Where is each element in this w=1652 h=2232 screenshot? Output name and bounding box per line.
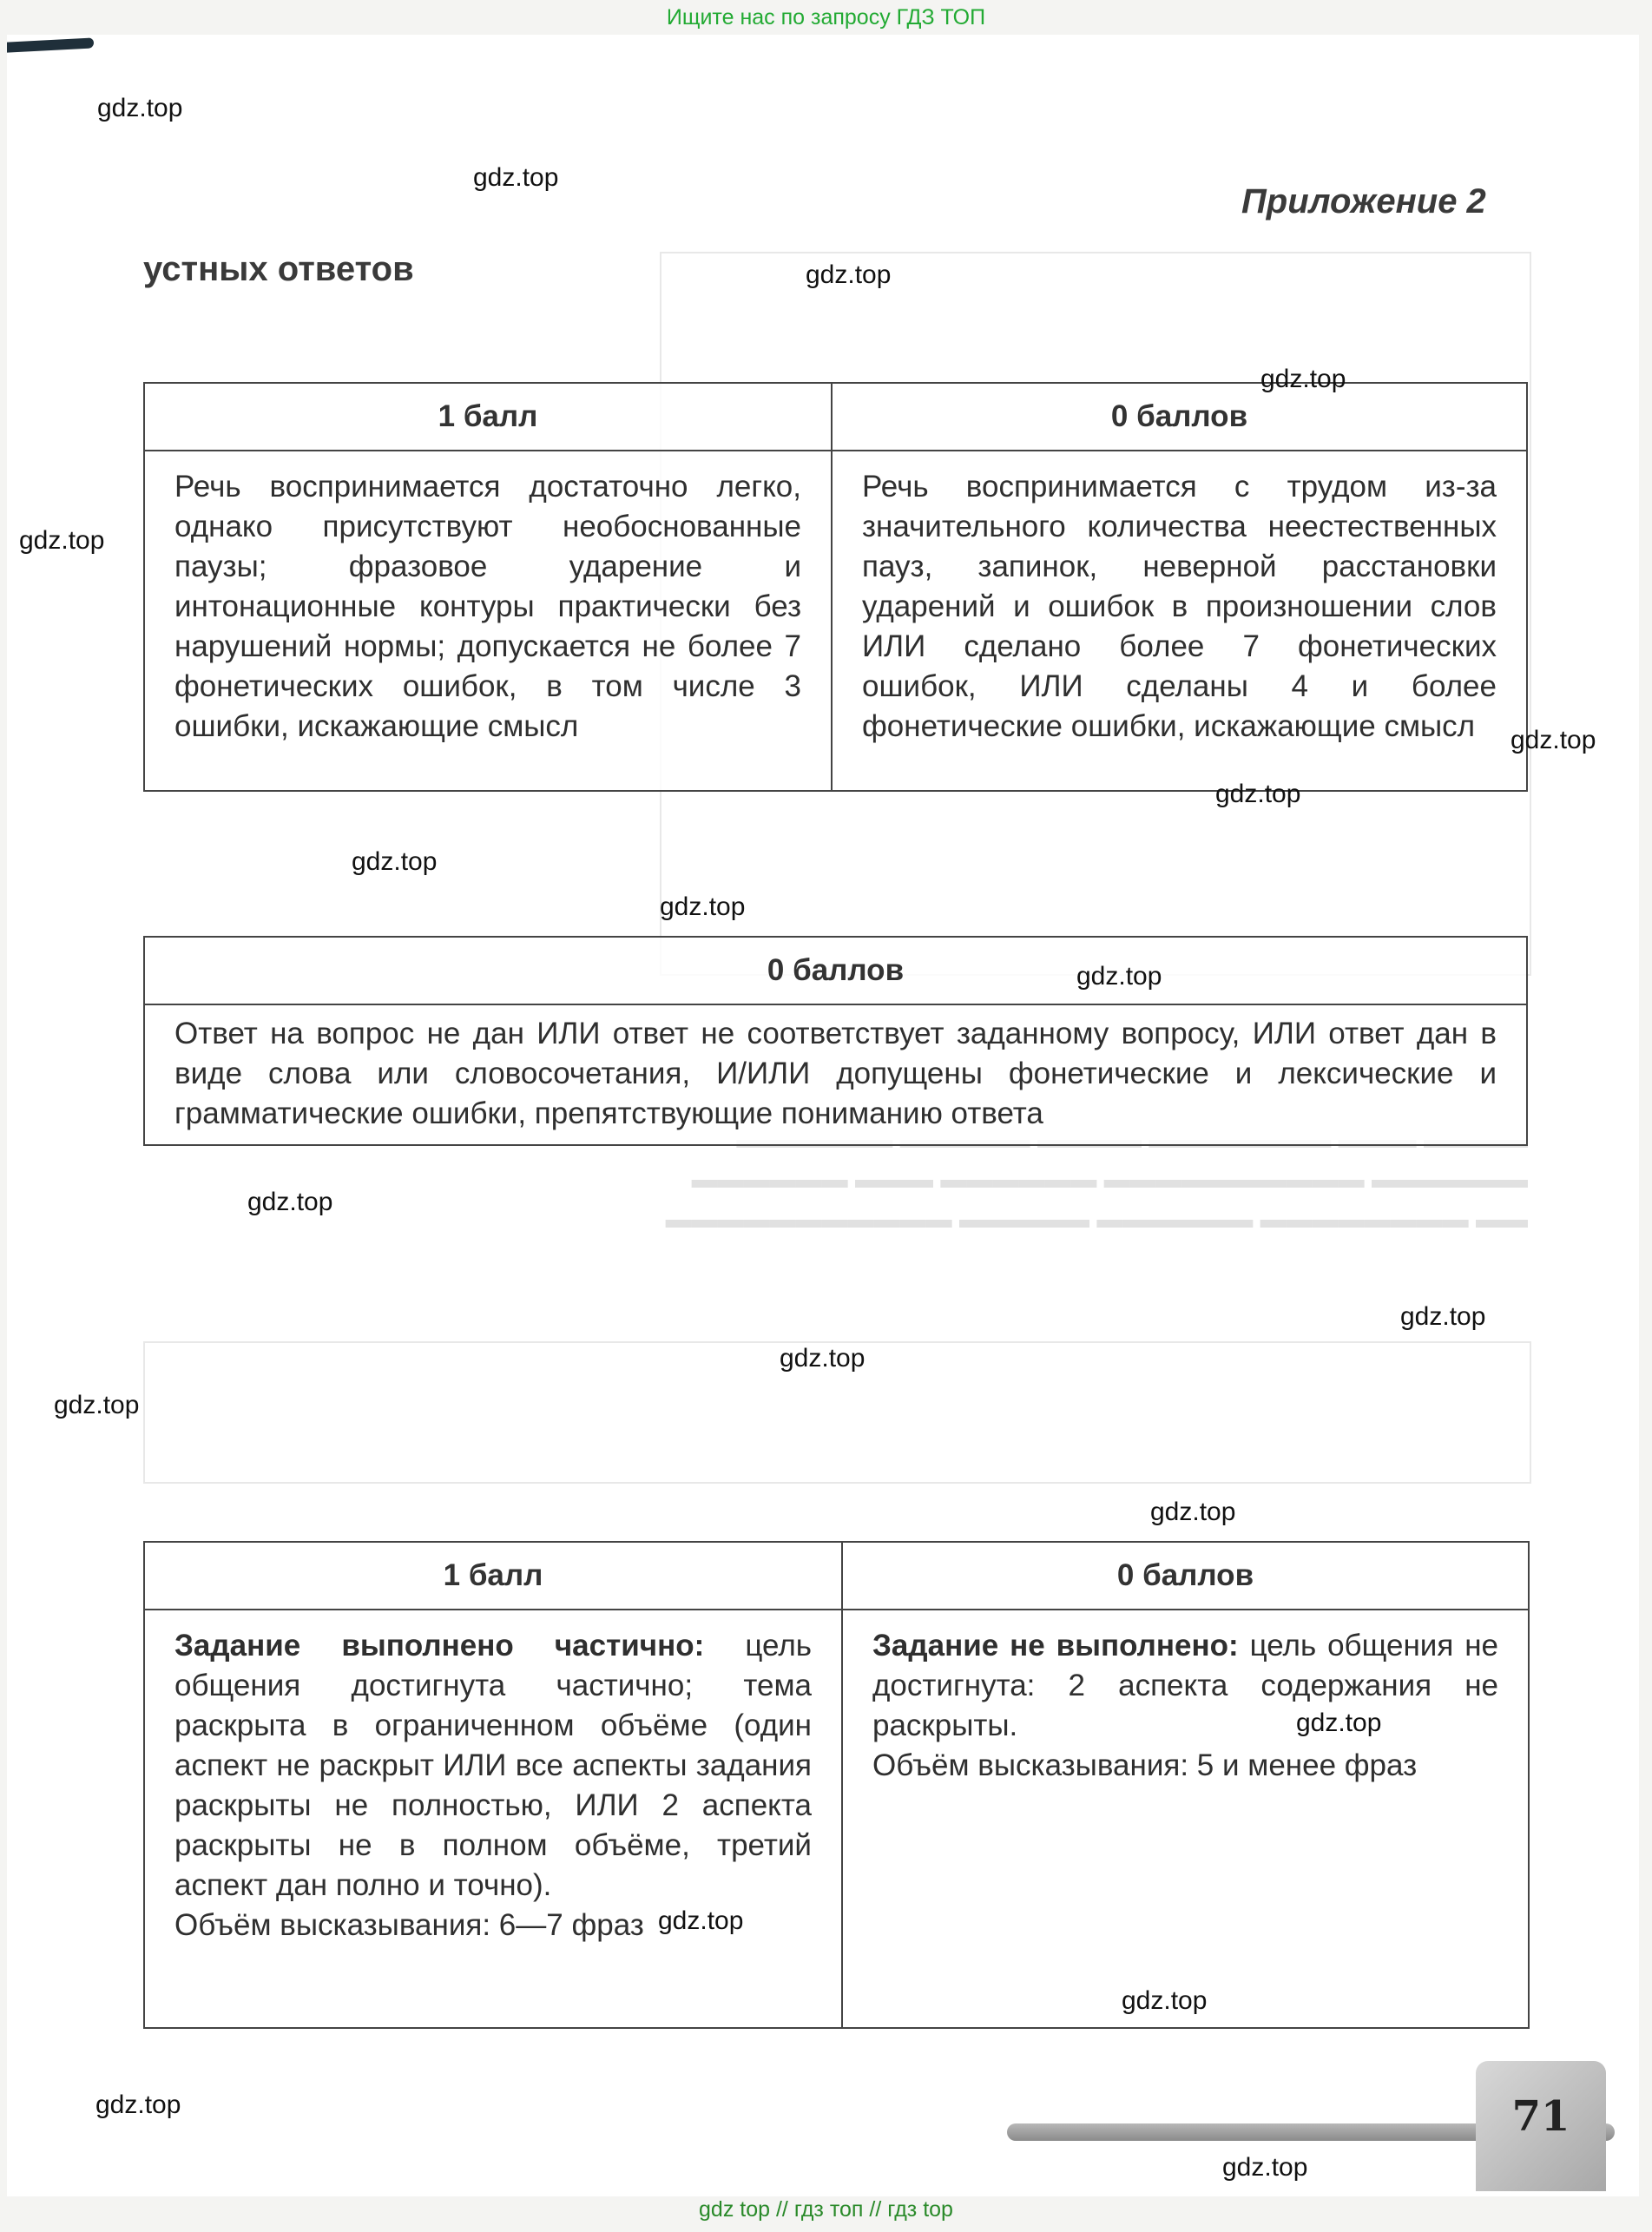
watermark: gdz.top: [352, 847, 438, 876]
table3-header-1-ball: 1 балл: [144, 1542, 842, 1610]
section-heading: устных ответов: [143, 250, 414, 288]
watermark: gdz.top: [95, 2090, 181, 2119]
table2-header-0-ballov: 0 баллов: [144, 937, 1527, 1004]
table3-body-0-ballov: цель общения не достигнута: 2 аспекта содержания не раскрыты.: [872, 1629, 1498, 1742]
watermark: gdz.top: [19, 526, 105, 555]
table1-cell-0-ballov: [832, 451, 1527, 791]
table2-text: Ответ на вопрос не дан ИЛИ ответ не соответствует заданному вопросу, ИЛИ ответ дан в виде слова или словосочетания, И/ИЛИ допущены фонетические и лексические и грамматические ошибки, препятствующие пониманию ответа: [174, 1017, 1497, 1130]
table1-cell-1-ball: [144, 451, 832, 791]
watermark: gdz.top: [54, 1391, 140, 1419]
table3-header-0-ballov: 0 баллов: [842, 1542, 1529, 1610]
watermark: gdz.top: [1150, 1498, 1236, 1526]
watermark: gdz.top: [1296, 1709, 1382, 1737]
watermark: gdz.top: [97, 94, 183, 122]
table3-text-0-ballov: [843, 1610, 1528, 1794]
bleed-through-text: ▬▬▬▬▬▬ ▬▬▬▬▬▬▬▬▬▬ ▬▬▬▬▬▬ ▬▬▬ ▬▬▬▬▬▬ ▬▬ ▬▬▬▬▬▬▬▬ ▬▬▬▬▬▬ ▬▬▬▬▬ ▬▬▬▬▬▬▬▬▬▬▬: [665, 1165, 1528, 1234]
table3-cell-1-ball: [144, 1610, 842, 2028]
watermark: gdz.top: [806, 260, 892, 289]
criteria-table-3: [143, 1541, 1530, 2029]
page-number: 71: [1511, 2092, 1570, 2141]
watermark: gdz.top: [1400, 1302, 1486, 1331]
watermark: gdz.top: [1222, 2153, 1308, 2182]
watermark: gdz.top: [247, 1188, 333, 1216]
criteria-table-2: [143, 936, 1528, 1146]
table3-text-1-ball: [145, 1610, 841, 1954]
table2-cell: [144, 1004, 1527, 1145]
criteria-table-1: [143, 382, 1528, 792]
table1-text-1-ball: Речь воспринимается достаточно легко, однако присутствуют необоснованные паузы; фразовое ударение и интонационные контуры практически без нарушений нормы; допускается не более 7 фонетических ошибок, в том числе 3 ошибки, искажающие смысл: [174, 470, 801, 743]
table1-text-0-ballov: Речь воспринимается с трудом из-за значительного количества неестественных пауз, запинок, неверной расстановки ударений и ошибок в произношении слов ИЛИ сделано более 7 фонетических ошибок, ИЛИ сделаны 4 и более фонетические ошибки, искажающие смысл: [862, 470, 1497, 743]
table3-volume-0-ballov: Объём высказывания: 5 и менее фраз: [872, 1748, 1418, 1782]
table3-cell-0-ballov: [842, 1610, 1529, 2028]
table3-bold-0-ballov: Задание не выполнено:: [872, 1629, 1239, 1662]
table3-volume-1-ball: Объём высказывания: 6—7 фраз: [174, 1908, 644, 1942]
top-banner[interactable]: Ищите нас по запросу ГДЗ ТОП: [666, 5, 986, 30]
table3-body-1-ball: цель общения достигнута частично; тема раскрыта в ограниченном объёме (один аспект не раскрыт ИЛИ все аспекты задания раскрыты не полностью, ИЛИ 2 аспекта раскрыты не в полном объёме, третий аспект дан полно и точно).: [174, 1629, 812, 1902]
table3-bold-1-ball: Задание выполнено частично:: [174, 1629, 705, 1662]
watermark: gdz.top: [1122, 1986, 1208, 2015]
watermark: gdz.top: [1510, 726, 1596, 754]
footer-links[interactable]: gdz top // гдз топ // гдз top: [699, 2197, 953, 2222]
watermark: gdz.top: [1260, 365, 1346, 393]
watermark: gdz.top: [1215, 780, 1301, 808]
table1-header-1-ball: 1 балл: [144, 383, 832, 451]
watermark: gdz.top: [660, 892, 746, 921]
watermark: gdz.top: [473, 163, 559, 192]
appendix-label: Приложение 2: [1241, 182, 1486, 221]
watermark: gdz.top: [1076, 962, 1162, 991]
table1-header-0-ballov: 0 баллов: [832, 383, 1527, 451]
watermark: gdz.top: [780, 1344, 865, 1373]
watermark: gdz.top: [658, 1906, 744, 1935]
